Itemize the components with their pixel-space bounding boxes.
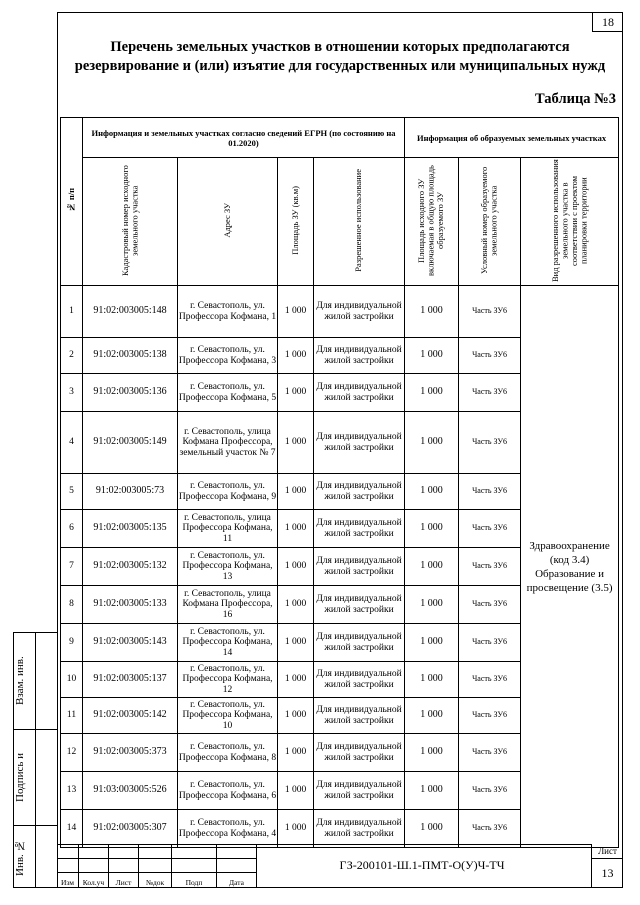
row-cad: 91:02:003005:132 bbox=[83, 548, 178, 586]
header-group-new: Информация об образуемых земельных участках bbox=[405, 118, 619, 158]
row-area: 1 000 bbox=[278, 286, 314, 338]
row-use: Для индивидуальной жилой застройки bbox=[314, 662, 405, 698]
document-code: ГЗ-200101-Ш.1-ПМТ-О(У)Ч-ТЧ bbox=[339, 858, 505, 872]
row-cad: 91:02:003005:143 bbox=[83, 624, 178, 662]
row-area: 1 000 bbox=[278, 548, 314, 586]
row-area: 1 000 bbox=[278, 734, 314, 772]
row-cond: Часть ЗУ6 bbox=[459, 624, 521, 662]
row-addr: г. Севастополь, ул. Профессора Кофмана, 4 bbox=[178, 810, 278, 848]
row-cad: 91:02:003005:133 bbox=[83, 586, 178, 624]
header-cond: Условный номер образуемого земельного участка bbox=[459, 158, 521, 286]
row-cad: 91:02:003005:73 bbox=[83, 474, 178, 510]
row-num: 14 bbox=[61, 810, 83, 848]
row-cad: 91:02:003005:307 bbox=[83, 810, 178, 848]
row-addr: г. Севастополь, улица Кофмана Профессора, 16 bbox=[178, 586, 278, 624]
row-cond: Часть ЗУ6 bbox=[459, 772, 521, 810]
row-addr: г. Севастополь, улица Кофмана Профессора, земельный участок № 7 bbox=[178, 412, 278, 474]
row-area: 1 000 bbox=[278, 412, 314, 474]
row-cond: Часть ЗУ6 bbox=[459, 548, 521, 586]
table-row bbox=[61, 286, 619, 338]
side-label-inv: Инв. № bbox=[14, 839, 26, 877]
document-title: Перечень земельных участков в отношении которых предполагаются резервирование и (или) изъятие для государственных или муниципальных нужд bbox=[74, 39, 606, 74]
row-incl: 1 000 bbox=[405, 810, 459, 848]
row-incl: 1 000 bbox=[405, 286, 459, 338]
row-addr: г. Севастополь, ул. Профессора Кофмана, 5 bbox=[178, 374, 278, 412]
row-addr: г. Севастополь, улица Профессора Кофмана, 11 bbox=[178, 510, 278, 548]
side-strip bbox=[13, 632, 57, 888]
header-group-egrn: Информация и земельных участках согласно сведений ЕГРН (по состоянию на 01.2020) bbox=[83, 118, 405, 158]
row-area: 1 000 bbox=[278, 510, 314, 548]
row-num: 4 bbox=[61, 412, 83, 474]
row-cond: Часть ЗУ6 bbox=[459, 412, 521, 474]
sheet-number: 13 bbox=[601, 866, 614, 880]
row-addr: г. Севастополь, ул. Профессора Кофмана, 10 bbox=[178, 698, 278, 734]
row-cond: Часть ЗУ6 bbox=[459, 662, 521, 698]
row-use: Для индивидуальной жилой застройки bbox=[314, 374, 405, 412]
row-area: 1 000 bbox=[278, 624, 314, 662]
row-use: Для индивидуальной жилой застройки bbox=[314, 338, 405, 374]
header-kind: Вид разрешенного использования земельного участка в соответствии с проектом планировки территории bbox=[521, 158, 619, 286]
row-cond: Часть ЗУ6 bbox=[459, 374, 521, 412]
row-num: 12 bbox=[61, 734, 83, 772]
row-addr: г. Севастополь, ул. Профессора Кофмана, 9 bbox=[178, 474, 278, 510]
stamp-col-label: Дата bbox=[229, 878, 244, 887]
header-num: № п/п bbox=[61, 118, 83, 286]
row-cad: 91:02:003005:138 bbox=[83, 338, 178, 374]
stamp-col-label: Кол.уч bbox=[82, 878, 105, 887]
row-cad: 91:02:003005:149 bbox=[83, 412, 178, 474]
header-incl: Площадь исходного ЗУ включаемая в общую площадь образуемого ЗУ bbox=[405, 158, 459, 286]
side-label-podpis: Подпись и bbox=[14, 752, 26, 802]
header-area: Площадь ЗУ (кв.м) bbox=[278, 158, 314, 286]
table-label: Таблица №3 bbox=[535, 91, 616, 107]
row-use: Для индивидуальной жилой застройки bbox=[314, 586, 405, 624]
row-num: 2 bbox=[61, 338, 83, 374]
row-cond: Часть ЗУ6 bbox=[459, 810, 521, 848]
row-addr: г. Севастополь, ул. Профессора Кофмана, 3 bbox=[178, 338, 278, 374]
stamp-col-label: Лист bbox=[115, 878, 132, 887]
row-incl: 1 000 bbox=[405, 772, 459, 810]
row-num: 5 bbox=[61, 474, 83, 510]
row-use: Для индивидуальной жилой застройки bbox=[314, 734, 405, 772]
side-label-vzam: Взам. инв. bbox=[14, 656, 26, 706]
row-cond: Часть ЗУ6 bbox=[459, 338, 521, 374]
row-addr: г. Севастополь, ул. Профессора Кофмана, 6 bbox=[178, 772, 278, 810]
row-cad: 91:02:003005:135 bbox=[83, 510, 178, 548]
header-cad: Кадастровый номер исходного земельного участка bbox=[83, 158, 178, 286]
row-num: 11 bbox=[61, 698, 83, 734]
row-area: 1 000 bbox=[278, 772, 314, 810]
header-addr: Адрес ЗУ bbox=[178, 158, 278, 286]
stamp-col-label: Подп bbox=[185, 878, 203, 887]
row-use: Для индивидуальной жилой застройки bbox=[314, 412, 405, 474]
row-cad: 91:02:003005:373 bbox=[83, 734, 178, 772]
row-cond: Часть ЗУ6 bbox=[459, 286, 521, 338]
row-incl: 1 000 bbox=[405, 338, 459, 374]
row-area: 1 000 bbox=[278, 338, 314, 374]
row-addr: г. Севастополь, ул. Профессора Кофмана, 13 bbox=[178, 548, 278, 586]
row-cond: Часть ЗУ6 bbox=[459, 474, 521, 510]
row-num: 1 bbox=[61, 286, 83, 338]
row-num: 7 bbox=[61, 548, 83, 586]
row-area: 1 000 bbox=[278, 374, 314, 412]
stamp-col-label: №док bbox=[145, 878, 165, 887]
row-incl: 1 000 bbox=[405, 698, 459, 734]
row-cond: Часть ЗУ6 bbox=[459, 510, 521, 548]
row-use: Для индивидуальной жилой застройки bbox=[314, 286, 405, 338]
row-use: Для индивидуальной жилой застройки bbox=[314, 510, 405, 548]
row-num: 3 bbox=[61, 374, 83, 412]
row-cond: Часть ЗУ6 bbox=[459, 586, 521, 624]
table-body bbox=[61, 286, 619, 848]
row-use: Для индивидуальной жилой застройки bbox=[314, 474, 405, 510]
row-num: 13 bbox=[61, 772, 83, 810]
row-area: 1 000 bbox=[278, 810, 314, 848]
land-plots-table bbox=[60, 117, 619, 848]
row-addr: г. Севастополь, ул. Профессора Кофмана, 12 bbox=[178, 662, 278, 698]
row-num: 9 bbox=[61, 624, 83, 662]
row-num: 6 bbox=[61, 510, 83, 548]
row-cad: 91:02:003005:148 bbox=[83, 286, 178, 338]
page-number: 18 bbox=[592, 12, 623, 32]
row-addr: г. Севастополь, ул. Профессора Кофмана, 1 bbox=[178, 286, 278, 338]
row-use: Для индивидуальной жилой застройки bbox=[314, 698, 405, 734]
row-use: Для индивидуальной жилой застройки bbox=[314, 810, 405, 848]
row-incl: 1 000 bbox=[405, 474, 459, 510]
row-use: Для индивидуальной жилой застройки bbox=[314, 772, 405, 810]
row-area: 1 000 bbox=[278, 586, 314, 624]
header-use: Разрешенное использование bbox=[314, 158, 405, 286]
row-incl: 1 000 bbox=[405, 624, 459, 662]
row-cad: 91:02:003005:137 bbox=[83, 662, 178, 698]
row-cond: Часть ЗУ6 bbox=[459, 734, 521, 772]
row-addr: г. Севастополь, ул. Профессора Кофмана, 14 bbox=[178, 624, 278, 662]
row-incl: 1 000 bbox=[405, 586, 459, 624]
row-incl: 1 000 bbox=[405, 412, 459, 474]
row-incl: 1 000 bbox=[405, 548, 459, 586]
row-cad: 91:02:003005:142 bbox=[83, 698, 178, 734]
row-use: Для индивидуальной жилой застройки bbox=[314, 624, 405, 662]
row-use: Для индивидуальной жилой застройки bbox=[314, 548, 405, 586]
row-area: 1 000 bbox=[278, 698, 314, 734]
row-num: 10 bbox=[61, 662, 83, 698]
row-cond: Часть ЗУ6 bbox=[459, 698, 521, 734]
merged-kind-cell: Здравоохранение (код 3.4) Образование и просвещение (3.5) bbox=[521, 286, 619, 848]
row-area: 1 000 bbox=[278, 662, 314, 698]
row-incl: 1 000 bbox=[405, 662, 459, 698]
row-addr: г. Севастополь, ул. Профессора Кофмана, 8 bbox=[178, 734, 278, 772]
row-incl: 1 000 bbox=[405, 734, 459, 772]
row-cad: 91:03:003005:526 bbox=[83, 772, 178, 810]
row-num: 8 bbox=[61, 586, 83, 624]
row-incl: 1 000 bbox=[405, 374, 459, 412]
sheet-label: Лист bbox=[598, 846, 617, 856]
row-area: 1 000 bbox=[278, 474, 314, 510]
row-incl: 1 000 bbox=[405, 510, 459, 548]
stamp-col-label: Изм bbox=[60, 878, 75, 887]
row-cad: 91:02:003005:136 bbox=[83, 374, 178, 412]
